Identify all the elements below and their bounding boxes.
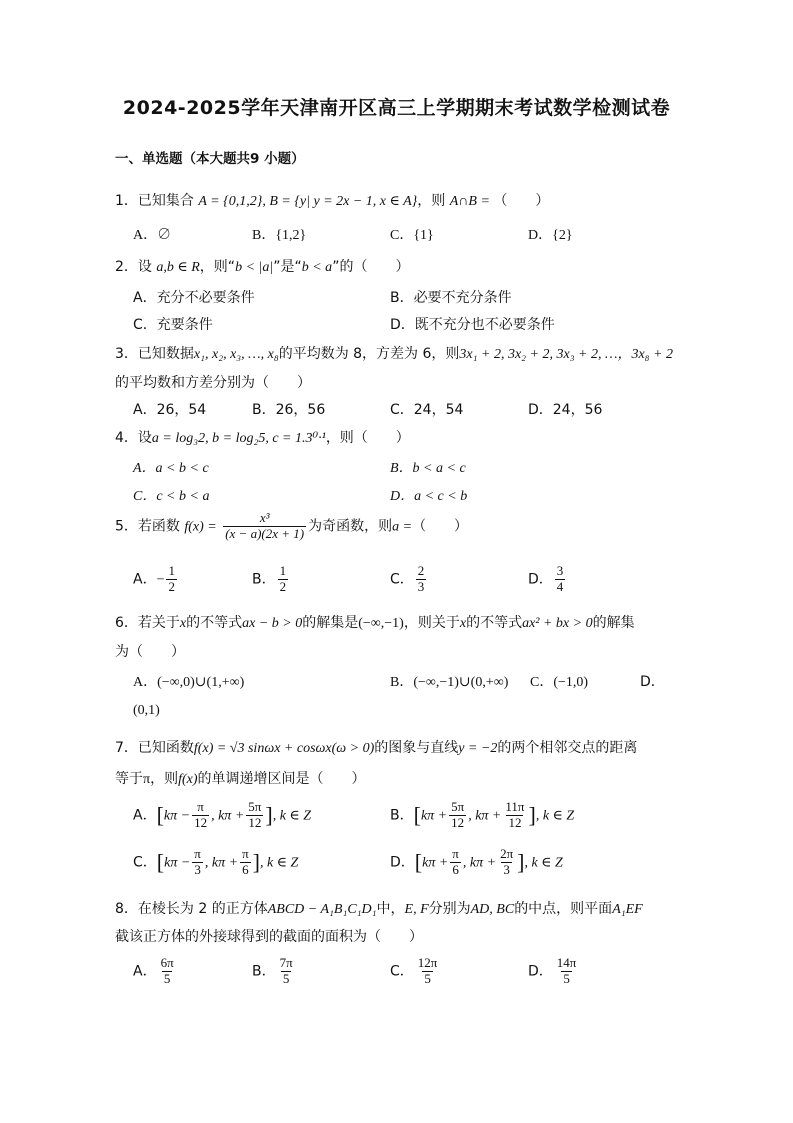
- fraction: $\frac{5\pi}{12}$: [248, 799, 262, 830]
- option-b: B． $\frac{7\pi}{5}$: [252, 955, 293, 986]
- option-c: C． $\frac{2}{3}$: [390, 563, 425, 594]
- stem-text: 的不等式: [186, 615, 243, 631]
- question-5-stem: [115, 511, 468, 542]
- question-number: 2．: [115, 259, 138, 275]
- fraction: $\frac{6\pi}{5}$: [160, 955, 174, 986]
- option-d: D．[kπ + $\frac{\pi}{6}$ , kπ + $\frac{2\pi}{3}$ ], k ∈ Z: [390, 846, 563, 877]
- stem-text: 已知数据: [137, 346, 194, 362]
- stem-text: ，则“: [199, 259, 236, 275]
- question-3-stem: [115, 343, 673, 363]
- option-d-value: (0,1): [133, 703, 160, 718]
- stem-text: 中，: [376, 901, 405, 917]
- math-expression: ax − b > 0: [242, 616, 303, 631]
- stem-text: 的平均数为 8，方差为 6，则: [278, 346, 460, 362]
- question-6-stem: [115, 612, 635, 632]
- stem-text: 的单调递增区间是（ ）: [197, 771, 366, 787]
- option-b: B． $\frac{1}{2}$: [252, 563, 287, 594]
- math-expression: AD, BC: [470, 902, 515, 917]
- answer-paren: （ ）: [493, 193, 550, 209]
- math-expression: (−∞,−1): [358, 616, 404, 631]
- stem-text: ”是“: [273, 259, 302, 275]
- stem-text: 的两个相邻交点的距离: [497, 740, 638, 756]
- fraction: $\frac{\pi}{6}$: [242, 846, 249, 877]
- stem-text: 已知集合: [137, 193, 194, 209]
- option-b: B．[kπ + $\frac{5\pi}{12}$ , kπ + $\frac{11\pi}{12}$ ], k ∈ Z: [390, 799, 575, 830]
- math-expression: E, F: [404, 902, 429, 917]
- option-b: B．(−∞,−1)∪(0,+∞): [390, 675, 509, 690]
- fraction: $\frac{12\pi}{5}$: [417, 955, 438, 986]
- stem-text: 为奇函数，则: [308, 518, 393, 535]
- question-7-line2: [115, 768, 366, 788]
- question-number: 8．: [115, 901, 138, 917]
- stem-text: 设: [137, 430, 152, 446]
- option-d: D．a < c < b: [390, 489, 468, 504]
- math-expression: f(x): [178, 772, 198, 787]
- fraction: $\frac{\text{x³}}{(x - a)(2x + 1)}$: [225, 510, 305, 541]
- option-d: D．既不充分也不必要条件: [390, 317, 555, 333]
- stem-text: 在棱长为 2 的正方体: [137, 901, 268, 917]
- math-expression: a =: [392, 519, 413, 535]
- math-variable: x: [459, 616, 467, 631]
- math-expression: f(x) = √3 sinωx + cosωx(ω > 0): [193, 741, 375, 756]
- question-6-line2: 为（ ）: [115, 644, 185, 660]
- fraction: $\frac{7\pi}{5}$: [279, 955, 293, 986]
- section-heading: 一、单选题（本大题共9 小题）: [115, 151, 305, 167]
- question-7-stem: [115, 737, 637, 757]
- stem-text: 的中点，则平面: [514, 901, 613, 917]
- option-d: D．{2}: [528, 228, 573, 243]
- stem-text: 的解集: [592, 615, 635, 631]
- math-expression: A₁EF: [612, 902, 643, 917]
- option-b: B．26，56: [252, 402, 326, 418]
- answer-paren: （ ）: [412, 518, 469, 535]
- fraction: $\frac{3}{4}$: [556, 563, 564, 594]
- math-expression: a = log₃2, b = log₂5, c = 1.3⁰·¹: [151, 431, 326, 446]
- option-b: B．{1,2}: [252, 228, 307, 243]
- option-c: C．充要条件: [133, 317, 213, 333]
- stem-text: 已知函数: [137, 740, 194, 756]
- option-c: C．{1}: [390, 228, 434, 243]
- question-8-stem: [115, 898, 643, 918]
- math-expression: b < |a|: [235, 260, 274, 275]
- option-a: A．充分不必要条件: [133, 290, 255, 306]
- math-expression: f(x) =: [184, 519, 217, 535]
- math-expression: A∩B =: [449, 194, 494, 209]
- option-a: A．− $\frac{1}{2}$: [133, 563, 175, 594]
- stem-text: 设: [137, 259, 152, 275]
- option-a: A．∅: [133, 228, 172, 243]
- option-b: B．b < a < c: [390, 461, 466, 476]
- option-c: C．[kπ − $\frac{\pi}{3}$ , kπ + $\frac{\pi}{6}$ ], k ∈ Z: [133, 846, 299, 877]
- math-expression: 3x₁ + 2, 3x₂ + 2, 3x₃ + 2, …，3x₈ + 2: [459, 347, 673, 362]
- question-number: 3．: [115, 346, 138, 362]
- math-expression: ABCD − A₁B₁C₁D₁: [267, 902, 377, 917]
- stem-text: ，则（ ）: [325, 430, 410, 446]
- option-d: D．: [640, 674, 665, 690]
- question-3-line2: 的平均数和方差分别为（ ）: [115, 375, 311, 391]
- stem-text: ”的（ ）: [332, 259, 410, 275]
- fraction: $\frac{1}{2}$: [279, 563, 287, 594]
- fraction: $\frac{1}{2}$: [168, 563, 175, 594]
- page-title: 2024-2025学年天津南开区高三上学期期末考试数学检测试卷: [122, 97, 671, 119]
- math-expression: A = {0,1,2}, B = {y| y = 2x − 1, x ∈ A}: [198, 194, 418, 209]
- stem-text: ，则关于: [403, 615, 460, 631]
- question-1-stem: [115, 190, 549, 210]
- question-number: 5．: [115, 518, 138, 535]
- option-d: D． $\frac{14\pi}{5}$: [528, 955, 577, 986]
- question-8-line2: 截该正方体的外接球得到的截面的面积为（ ）: [115, 929, 423, 945]
- fraction: $\frac{\pi}{12}$: [194, 799, 208, 830]
- fraction: $\frac{5\pi}{12}$: [451, 799, 465, 830]
- question-2-stem: [115, 256, 409, 276]
- math-variable: x: [179, 616, 187, 631]
- math-expression: a,b ∈ R: [156, 260, 200, 275]
- option-c: C． $\frac{12\pi}{5}$: [390, 955, 438, 986]
- stem-text: 等于: [115, 771, 143, 787]
- option-c: C．(−1,0): [530, 675, 589, 690]
- stem-text: 若函数: [137, 518, 180, 535]
- question-number: 1．: [115, 193, 138, 209]
- option-a: A．26，54: [133, 402, 207, 418]
- fraction: $\frac{14\pi}{5}$: [556, 955, 577, 986]
- question-number: 7．: [115, 740, 138, 756]
- fraction: $\frac{2}{3}$: [417, 563, 425, 594]
- stem-text: 的不等式: [466, 615, 523, 631]
- fraction: $\frac{2\pi}{3}$: [500, 846, 514, 877]
- option-a: A．(−∞,0)∪(1,+∞): [133, 675, 245, 690]
- option-a: A． $\frac{6\pi}{5}$: [133, 955, 174, 986]
- math-expression: b < a: [301, 260, 333, 275]
- option-d: D． $\frac{3}{4}$: [528, 563, 564, 594]
- stem-text: 若关于: [137, 615, 180, 631]
- stem-text: ，则: [150, 771, 179, 787]
- option-a: A．[kπ − $\frac{\pi}{12}$ , kπ + $\frac{5\pi}{12}$ ], k ∈ Z: [133, 799, 312, 830]
- option-b: B．必要不充分条件: [390, 290, 512, 306]
- option-a: A．a < b < c: [133, 461, 209, 476]
- math-expression: ax² + bx > 0: [522, 616, 593, 631]
- math-expression: y = −2: [458, 741, 498, 756]
- fraction: $\frac{\pi}{3}$: [194, 846, 201, 877]
- math-expression: x₁, x₂, x₃, …, x₈: [193, 347, 279, 362]
- math-variable: π: [143, 772, 151, 787]
- stem-text: 的解集是: [302, 615, 359, 631]
- option-d: D．24，56: [528, 402, 603, 418]
- stem-text: 分别为: [428, 901, 471, 917]
- fraction: $\frac{11\pi}{12}$: [505, 799, 525, 830]
- stem-text: 的图象与直线: [374, 740, 459, 756]
- question-number: 6．: [115, 615, 138, 631]
- fraction: $\frac{\pi}{6}$: [452, 846, 459, 877]
- question-number: 4．: [115, 430, 138, 446]
- option-c: C．24，54: [390, 402, 464, 418]
- option-c: C．c < b < a: [133, 489, 210, 504]
- stem-text: ，则: [417, 193, 446, 209]
- question-4-stem: [115, 427, 410, 447]
